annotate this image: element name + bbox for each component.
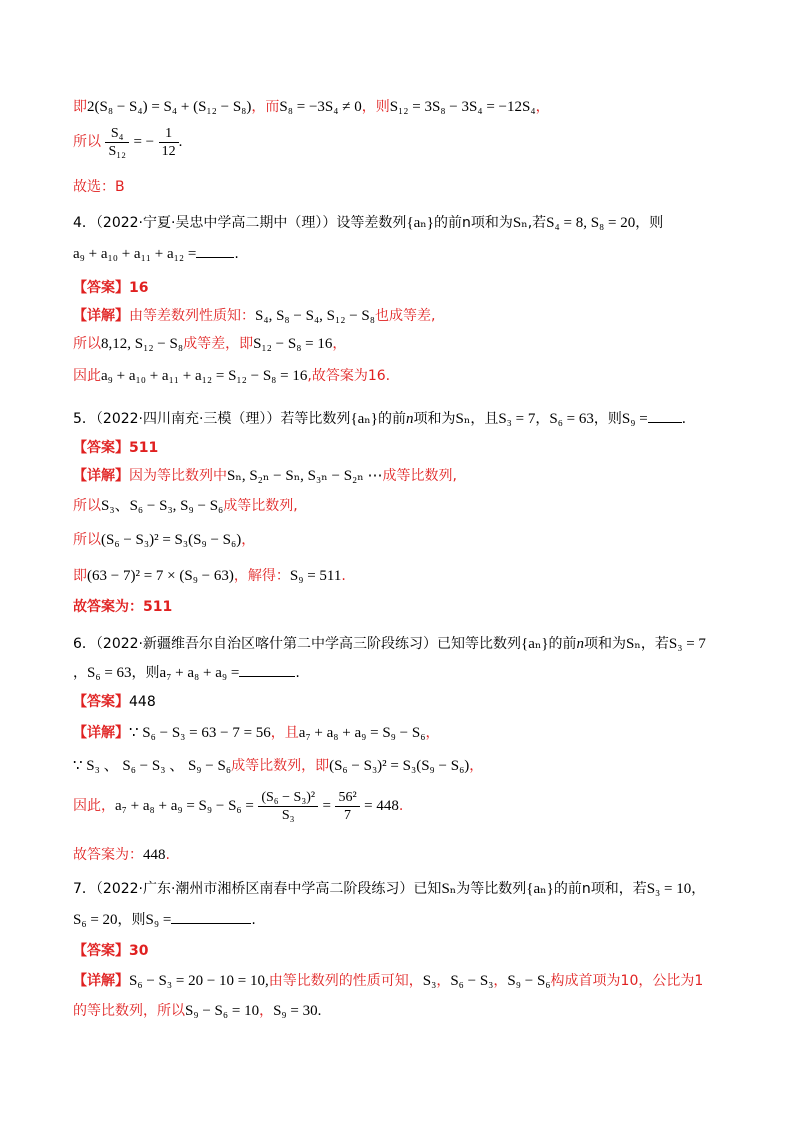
text: 构成首项为10，公比为1 [550, 973, 704, 989]
q4-stem-line2 [73, 243, 740, 265]
formula: S₄, S₈ − S₄, S₁₂ − S₈ [255, 308, 376, 324]
formula: 8,12, S₁₂ − S₈ [101, 336, 184, 352]
formula: n [576, 636, 585, 652]
detail-label: 【详解】 [73, 973, 129, 989]
formula: S₄ = 8, S₈ = 20 [546, 215, 636, 231]
text: ，而 [251, 99, 280, 115]
formula: . [178, 134, 183, 150]
text: 因为等比数列中 [129, 468, 227, 484]
q6-detail-line3 [73, 786, 740, 826]
denominator: 7 [344, 807, 352, 823]
text: 即 [73, 99, 87, 115]
text: ，且 [470, 411, 499, 427]
text: 所以 [73, 532, 101, 548]
text: ， [259, 1003, 274, 1019]
detail-label: 【详解】 [73, 308, 129, 324]
q6-stem [73, 633, 740, 655]
q5-detail-line4 [73, 565, 740, 587]
q5-answer [73, 437, 740, 459]
formula: a₇ + a₈ + a₉ = S₉ − S₆ = [115, 798, 254, 814]
answer-label: 【答案】 [73, 440, 129, 456]
answer-blank [171, 923, 251, 924]
answer-value: 30 [129, 943, 149, 959]
q6-detail-line1 [73, 722, 740, 744]
text: ，若 [640, 636, 669, 652]
text: . [251, 912, 256, 928]
formula: S₆ − S₃ [450, 973, 494, 989]
fraction [159, 125, 179, 160]
q3-ratio-line [73, 122, 740, 162]
text: ，则 [593, 411, 622, 427]
formula: n [405, 411, 414, 427]
text: . [234, 246, 239, 262]
text: 的前n项和为 [433, 215, 513, 231]
formula: S₆ = 63 [87, 665, 132, 681]
formula: 2(S₈ − S₄) = S₄ + (S₁₂ − S₈) [87, 99, 252, 115]
text: 项和为 [584, 636, 627, 652]
formula: S₆ = 20 [73, 912, 118, 928]
text: 成等比数列, [223, 498, 298, 514]
answer-label: 【答案】 [73, 694, 129, 710]
q7-detail-line1 [73, 970, 740, 992]
text: ，则 [361, 99, 390, 115]
text: 的前 [548, 636, 577, 652]
text: ， [241, 532, 256, 548]
answer-blank [239, 676, 295, 677]
text: . [165, 847, 170, 863]
text: ， [332, 336, 347, 352]
formula: S₉ − S₆ = 10 [185, 1003, 260, 1019]
q5-final: 故答案为：511 [73, 599, 173, 615]
formula: S₁₂ = 3S₈ − 3S₄ = −12S₄ [389, 99, 536, 115]
text: 成等差，即 [183, 336, 254, 352]
q5-detail-line2 [73, 495, 740, 517]
q3-conclusion-line [73, 96, 740, 118]
formula: {aₙ} [406, 215, 434, 231]
q6-answer [73, 691, 740, 713]
fraction [258, 789, 318, 824]
q6-stem-line2 [73, 662, 740, 684]
answer-blank [648, 422, 682, 423]
formula: S₃ = 10 [646, 881, 692, 897]
formula: = − [133, 134, 155, 150]
text: ， [73, 665, 87, 681]
text: ，则 [635, 215, 664, 231]
formula: S₆ = 63 [549, 411, 594, 427]
text: 5．（2022·四川南充·三模（理））若等比数列 [73, 411, 351, 427]
q4-detail-line1 [73, 305, 740, 327]
formula: S₃ [422, 973, 437, 989]
formula: S₆ − S₃ = 20 − 10 = 10, [129, 973, 269, 989]
text: ，则 [117, 912, 146, 928]
text: 成等比数列，即 [231, 758, 330, 774]
q4-detail-line2 [73, 333, 740, 355]
text: 因此 [73, 368, 101, 384]
q6-detail-line2 [73, 755, 740, 777]
detail-label: 【详解】 [73, 468, 129, 484]
answer-value: 511 [129, 440, 159, 456]
denominator: S₁₂ [108, 143, 127, 159]
numerator: (S₆ − S₃)² [258, 789, 318, 807]
text: ,故答案为16. [307, 368, 391, 384]
text: ,若 [527, 215, 547, 231]
formula: S₃、S₆ − S₃, S₉ − S₆ [101, 498, 224, 514]
text: . [295, 665, 300, 681]
q7-stem [73, 878, 740, 900]
text: 7．（2022·广东·潮州市湘桥区南春中学高二阶段练习）已知 [73, 881, 442, 897]
denominator: S₃ [281, 807, 295, 823]
text: 因此， [73, 798, 115, 814]
fraction [335, 789, 359, 824]
answer-value: 448 [129, 694, 156, 710]
text: ， [493, 973, 508, 989]
formula: (S₆ − S₃)² = S₃(S₉ − S₆) [329, 758, 470, 774]
text: 所以 [73, 336, 101, 352]
fraction [105, 125, 129, 160]
formula: Sₙ [626, 636, 641, 652]
text: 由等比数列的性质可知， [268, 973, 423, 989]
text: 故答案为： [73, 847, 143, 863]
numerator: 1 [159, 125, 179, 143]
formula: S₉ = [621, 411, 648, 427]
text: 所以 [73, 134, 101, 150]
text: . [398, 798, 404, 814]
text: 6．（2022·新疆维吾尔自治区喀什第二中学高三阶段练习）已知等比数列 [73, 636, 521, 652]
formula: S₈ = −3S₄ ≠ 0 [279, 99, 362, 115]
formula: S₉ = [145, 912, 172, 928]
text: 为等比数列 [456, 881, 527, 897]
q7-answer [73, 940, 740, 962]
detail-label: 【详解】 [73, 725, 129, 741]
formula: (63 − 7)² = 7 × (S₉ − 63) [87, 568, 234, 584]
numerator: 56² [335, 789, 359, 807]
formula: {aₙ} [521, 636, 549, 652]
formula: a₉ + a₁₀ + a₁₁ + a₁₂ = S₁₂ − S₈ = 16 [101, 368, 308, 384]
numerator: S₄ [105, 125, 129, 143]
q5-detail-line3 [73, 529, 740, 551]
q7-stem-line2 [73, 909, 740, 931]
formula: Sₙ [455, 411, 471, 427]
text: 由等差数列性质知： [129, 308, 255, 324]
q5-stem [73, 408, 740, 430]
formula: Sₙ [512, 215, 528, 231]
text: ，则 [131, 665, 160, 681]
formula: S₁₂ − S₈ = 16 [253, 336, 333, 352]
formula: S₉ = 30. [273, 1003, 322, 1019]
text: 的等比数列，所以 [73, 1003, 185, 1019]
formula: 448 [143, 847, 166, 863]
q3-choice: 故选：B [73, 179, 125, 195]
text: ， [469, 758, 484, 774]
text: 4．（2022·宁夏·吴忠中学高二期中（理））设等差数列 [73, 215, 407, 231]
formula: ∵ S₃ 、 S₆ − S₃ 、 S₉ − S₆ [73, 758, 232, 774]
formula: ∵ S₆ − S₃ = 63 − 7 = 56 [129, 725, 271, 741]
text: 的前n项和，若 [553, 881, 647, 897]
text: 所以 [73, 498, 101, 514]
answer-value: 16 [129, 280, 149, 296]
formula: {aₙ} [526, 881, 554, 897]
answer-label: 【答案】 [73, 280, 129, 296]
formula: a₇ + a₈ + a₉ = [159, 665, 240, 681]
formula: S₉ − S₆ [507, 973, 551, 989]
formula: Sₙ [441, 881, 457, 897]
text: 的前 [377, 411, 406, 427]
q6-final [73, 844, 740, 866]
text: . [681, 411, 687, 427]
q5-detail-line1 [73, 465, 740, 487]
formula: = 448 [364, 798, 399, 814]
text: ， [535, 99, 550, 115]
formula: {aₙ} [350, 411, 378, 427]
formula: a₉ + a₁₀ + a₁₁ + a₁₂ = [73, 246, 197, 262]
formula: S₃ = 7 [668, 636, 706, 652]
text: ， [535, 411, 550, 427]
formula: (S₆ − S₃)² = S₃(S₉ − S₆) [101, 532, 242, 548]
text: . [341, 568, 346, 584]
text: 即 [73, 568, 87, 584]
answer-label: 【答案】 [73, 943, 129, 959]
denominator: 12 [161, 143, 176, 159]
formula: = [322, 798, 331, 814]
formula: Sₙ, S₂ₙ − Sₙ, S₃ₙ − S₂ₙ ⋯ [227, 468, 383, 484]
formula: a₇ + a₈ + a₉ = S₉ − S₆ [298, 725, 426, 741]
q4-answer [73, 277, 740, 299]
text: 项和为 [413, 411, 456, 427]
q4-stem [73, 212, 740, 234]
formula: S₃ = 7 [498, 411, 536, 427]
text: 也成等差, [375, 308, 436, 324]
q4-detail-line3 [73, 365, 740, 387]
text: ， [425, 725, 440, 741]
text: ，解得： [233, 568, 290, 584]
text: ， [691, 881, 706, 897]
text: 成等比数列, [382, 468, 457, 484]
formula: S₉ = 511 [289, 568, 342, 584]
text: ，且 [270, 725, 299, 741]
q7-detail-line2 [73, 1000, 740, 1022]
answer-blank [196, 257, 234, 258]
text: ， [436, 973, 451, 989]
